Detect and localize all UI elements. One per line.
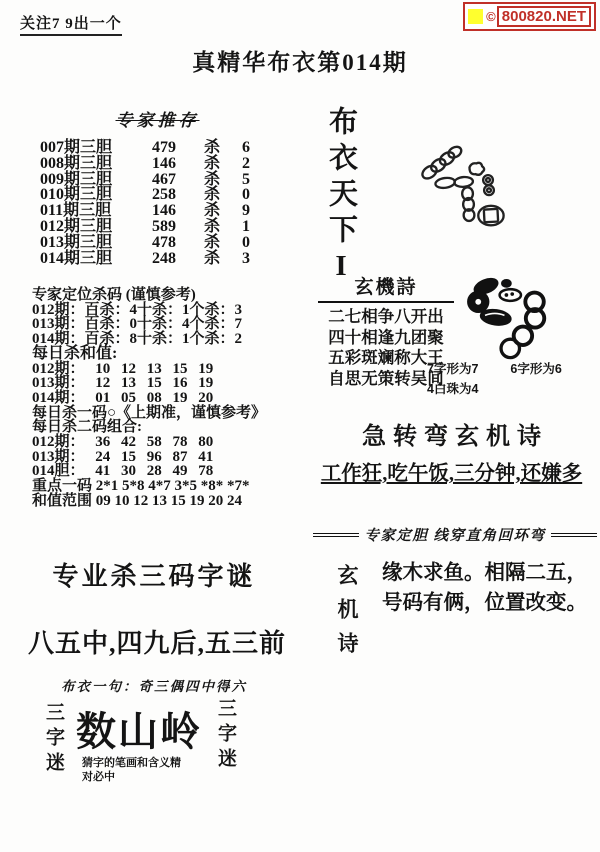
row-period: 013期三胆 [40, 233, 113, 251]
poem-line: 四十相逢九团聚 [328, 327, 444, 347]
row-period: 008期三胆 [40, 154, 113, 172]
table-row [40, 140, 275, 156]
table-row [40, 251, 275, 267]
three-char-answer: 数山岭 [76, 709, 202, 754]
daily-two-kill-line: 014胆： 41 30 28 49 78 [32, 463, 214, 480]
row-sha-label: 杀 [204, 186, 221, 204]
three-char-label-left: 三字迷 [43, 702, 64, 777]
expert-recommend-section [40, 106, 275, 266]
expert-recommend-title: 专家推存 [115, 111, 200, 130]
buyi-sentence: 布衣一句：奇三偶四中得六 [61, 679, 247, 694]
kill-position-line: 012期：百杀：4十杀：1个杀：3 [32, 301, 243, 318]
poem-line: 二七相争八开出 [328, 307, 444, 326]
legend-4: 4白珠为4 [427, 382, 479, 396]
table-row [40, 219, 275, 235]
row-sha: 3 [242, 249, 250, 267]
kill-position-line: 014期：百杀：8十杀：1个杀：2 [32, 331, 243, 348]
riddle-section [28, 556, 287, 695]
legend-7: 7字形为7 [427, 362, 479, 376]
row-period: 012期三胆 [40, 217, 113, 235]
daily-sum-kill-line: 014期： 01 05 08 19 20 [32, 389, 214, 406]
row-dan: 478 [152, 233, 176, 251]
row-sha-label: 杀 [204, 202, 221, 220]
kill-position-line: 013期：百杀：0十杀：4个杀：7 [32, 316, 243, 333]
row-dan: 467 [152, 170, 176, 188]
expert-dan-divider [313, 524, 597, 545]
row-sha-label: 杀 [204, 154, 221, 172]
badge-prefix: © [486, 9, 496, 24]
daily-two-kill-title: 每日杀二码组合: [32, 419, 142, 436]
kill-position-title: 专家定位杀码 (谨慎参考) [32, 287, 196, 303]
table-row [40, 235, 275, 251]
daily-sum-kill-title: 每日杀和值: [32, 344, 118, 362]
key-code-line: 重点一码 2*1 5*8 4*7 3*5 *8* *7* [32, 478, 250, 495]
table-row [40, 203, 275, 219]
sum-range-line: 和值范围 09 10 12 13 15 19 20 24 [32, 492, 243, 509]
row-dan: 146 [152, 154, 176, 172]
three-char-label-right: 三字迷 [215, 698, 236, 773]
table-row [40, 187, 275, 203]
legend-6: 6字形为6 [510, 362, 562, 376]
row-dan: 589 [152, 217, 176, 235]
three-char-riddle-section [30, 694, 275, 809]
table-row [40, 156, 275, 172]
watch-note: 关注7 9出一个 [20, 12, 122, 36]
row-sha-label: 杀 [204, 217, 221, 235]
daily-sum-kill-line: 012期： 10 12 13 15 19 [32, 360, 214, 377]
yellow-square-icon [468, 9, 483, 24]
xuanji-vertical-label: 玄机诗 [335, 564, 359, 666]
xuanji-line1: 缘木求鱼。相隔二五， [382, 562, 587, 584]
xuanji-poem [382, 558, 587, 618]
row-sha: 6 [242, 139, 250, 156]
row-sha-label: 杀 [204, 233, 221, 251]
row-sha: 5 [242, 170, 250, 188]
three-char-note-line2: 对必中 [82, 771, 115, 783]
site-watermark-badge[interactable] [463, 2, 596, 31]
poem-line: 五彩斑斓称大王 [328, 348, 444, 367]
divider-rule-left [313, 533, 359, 537]
riddle-title: 专业杀三码字谜 [52, 562, 256, 591]
buyi-tianxia-vertical-title: 布衣天下I [325, 106, 357, 289]
site-url[interactable]: 800820.NET [497, 6, 591, 27]
daily-one-kill-note: 每日杀一码○《上期准，谨慎参考》 [32, 404, 267, 421]
row-period: 007期三胆 [40, 139, 113, 156]
row-period: 009期三胆 [40, 170, 113, 188]
kill-stats-section [32, 288, 310, 509]
row-period: 014期三胆 [40, 249, 113, 267]
daily-two-kill-line: 013期： 24 15 96 87 41 [32, 448, 214, 465]
row-dan: 258 [152, 186, 176, 204]
row-dan: 146 [152, 202, 176, 220]
dark-beads-doodle [452, 262, 554, 362]
row-sha: 0 [242, 186, 250, 204]
row-period: 011期三胆 [40, 202, 112, 220]
bead-chain-doodle [372, 128, 567, 270]
daily-sum-kill-line: 013期： 12 13 15 16 19 [32, 375, 214, 392]
row-sha: 1 [242, 217, 250, 235]
daily-two-kill-line: 012期： 36 42 58 78 80 [32, 434, 214, 451]
row-sha: 2 [242, 154, 250, 172]
xuanji-line2: 号码有俩，位置改变。 [382, 592, 587, 614]
riddle-line: 八五中,四九后,五三前 [28, 629, 287, 658]
row-dan: 479 [152, 139, 176, 156]
row-sha-label: 杀 [204, 170, 221, 188]
three-char-note-line1: 猜字的笔画和含义精 [82, 757, 181, 769]
poem-line: 自思无策转吴间 [328, 368, 444, 388]
row-sha-label: 杀 [204, 249, 221, 267]
three-char-note [82, 756, 181, 784]
row-period: 010期三胆 [40, 186, 113, 204]
row-dan: 248 [152, 249, 176, 267]
sharp-turn-title: 急转弯玄机诗 [362, 424, 548, 450]
row-sha: 9 [242, 202, 250, 220]
mystery-poem-title: 玄機詩 [318, 272, 454, 303]
row-sha: 0 [242, 233, 250, 251]
sharp-turn-line: 工作狂,吃午饭,三分钟,还嫌多 [320, 463, 583, 485]
divider-rule-right [551, 533, 597, 537]
page-title: 真精华布衣第014期 [192, 50, 408, 75]
doodle-legend [427, 359, 562, 397]
divider-text: 专家定胆 线穿直角回环弯 [364, 528, 546, 544]
row-sha-label: 杀 [204, 139, 221, 156]
